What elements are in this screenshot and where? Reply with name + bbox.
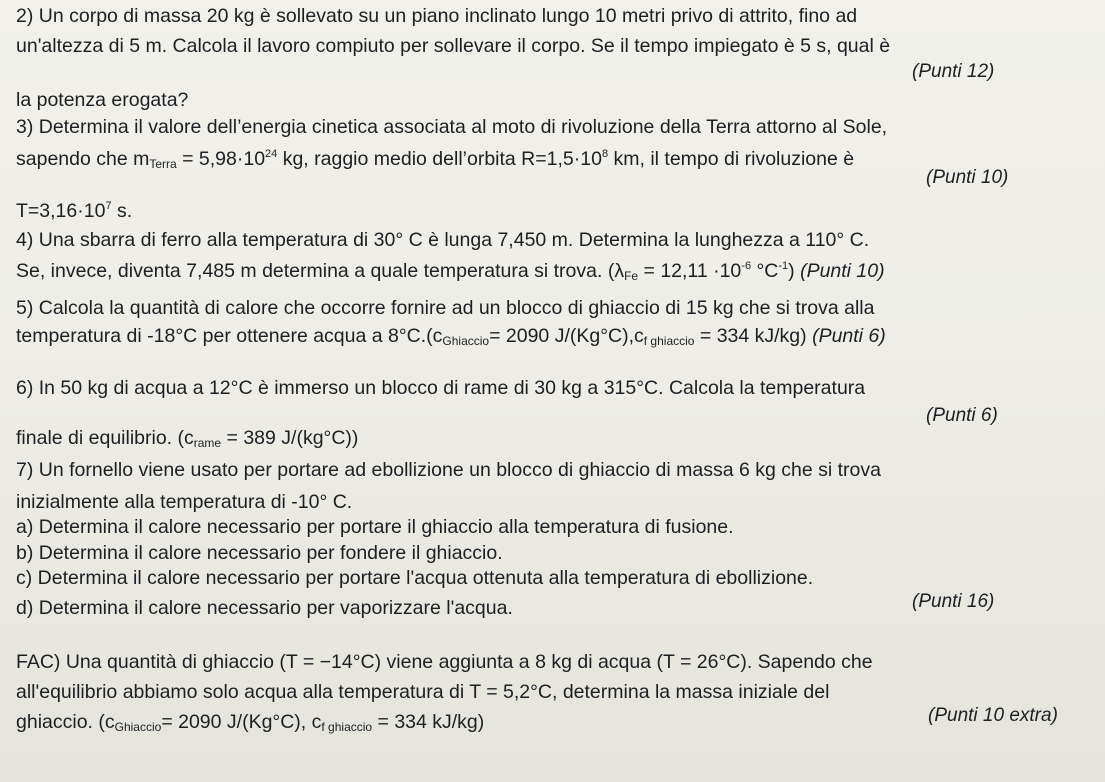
fac-line-1: FAC) Una quantità di ghiaccio (T = −14°C) viene aggiunta a 8 kg di acqua (T = 26°C). Sapendo che <box>16 651 873 673</box>
problem-2-line-1: 2) Un corpo di massa 20 kg è sollevato su un piano inclinato lungo 10 metri privo di attrito, fino ad <box>16 5 858 27</box>
problem-7-item-d: d) Determina il calore necessario per vaporizzare l'acqua. <box>16 597 513 619</box>
problem-4-line-1: 4) Una sbarra di ferro alla temperatura di 30° C è lunga 7,450 m. Determina la lunghezza a 110° C. <box>16 229 870 251</box>
problem-5-line-2: temperatura di -18°C per ottenere acqua a $8^\circ C.(c_{Ghiaccio}= 2090$ $J/(Kg^\circ C),c_{f ghiaccio} = 334$ kJ/kg) (Punti 6) <box>16 325 886 348</box>
problem-5-points: (Punti 6) <box>812 325 886 347</box>
problem-4-points: (Punti 10) <box>800 260 885 282</box>
problem-4-line-2: Se, invece, diventa 7,485 m determina a quale temperatura si trova. ($\lambda_{Fe} = 12,11 \cdot 10^{-6}$ $^\circ C^{-1}$) (Punti 10) <box>16 260 885 283</box>
problem-3-line-1: 3) Determina il valore dell’energia cinetica associata al moto di rivoluzione della Terra attorno al Sole, <box>16 116 888 138</box>
problem-3-line-2: sapendo che $m_{Terra} = 5,98\cdot 10^{24}$ kg, raggio medio dell’orbita $R=1,5\cdot 10^8$ km, il tempo di rivoluzione è <box>16 148 855 171</box>
fac-line-3: ghiaccio. ($c_{Ghiaccio}= 2090$ J/(Kg°C), $c_{f ghiaccio} = 334$ kJ/kg) <box>16 711 485 734</box>
fac-points: (Punti 10 extra) <box>928 705 1058 726</box>
problem-7-item-c: c) Determina il calore necessario per portare l'acqua ottenuta alla temperatura di ebollizione. <box>16 567 814 589</box>
problem-7-line-1: 7) Un fornello viene usato per portare ad ebollizione un blocco di ghiaccio di massa 6 kg che si trova <box>16 459 881 481</box>
problem-2-line-3: la potenza erogata? <box>16 89 189 111</box>
problem-3-points: (Punti 10) <box>926 167 1009 188</box>
problem-7-item-a: a) Determina il calore necessario per portare il ghiaccio alla temperatura di fusione. <box>16 516 734 538</box>
problem-7-points: (Punti 16) <box>912 591 995 612</box>
problem-2-line-2: un'altezza di 5 m. Calcola il lavoro compiuto per sollevare il corpo. Se il tempo impiegato è 5 s, qual è <box>16 35 891 57</box>
problem-6-points: (Punti 6) <box>926 405 998 426</box>
problem-7-item-b: b) Determina il calore necessario per fondere il ghiaccio. <box>16 542 503 564</box>
problem-7-line-2: inizialmente alla temperatura di -10° C. <box>16 491 353 513</box>
problem-6-line-1: 6) In 50 kg di acqua a 12°C è immerso un blocco di rame di 30 kg a 315°C. Calcola la temperatura <box>16 377 866 399</box>
fac-line-2: all'equilibrio abbiamo solo acqua alla temperatura di T = 5,2°C, determina la massa iniziale del <box>16 681 830 703</box>
problem-5-line-1: 5) Calcola la quantità di calore che occorre fornire ad un blocco di ghiaccio di 15 kg che si trova alla <box>16 297 875 319</box>
problem-3-line-3: $T=3,16\cdot 10^7$ s. <box>16 200 133 222</box>
problem-2-points: (Punti 12) <box>912 61 995 82</box>
problem-6-line-2: finale di equilibrio. ($c_{rame} = 389$ J/(kg°C)) <box>16 427 359 450</box>
